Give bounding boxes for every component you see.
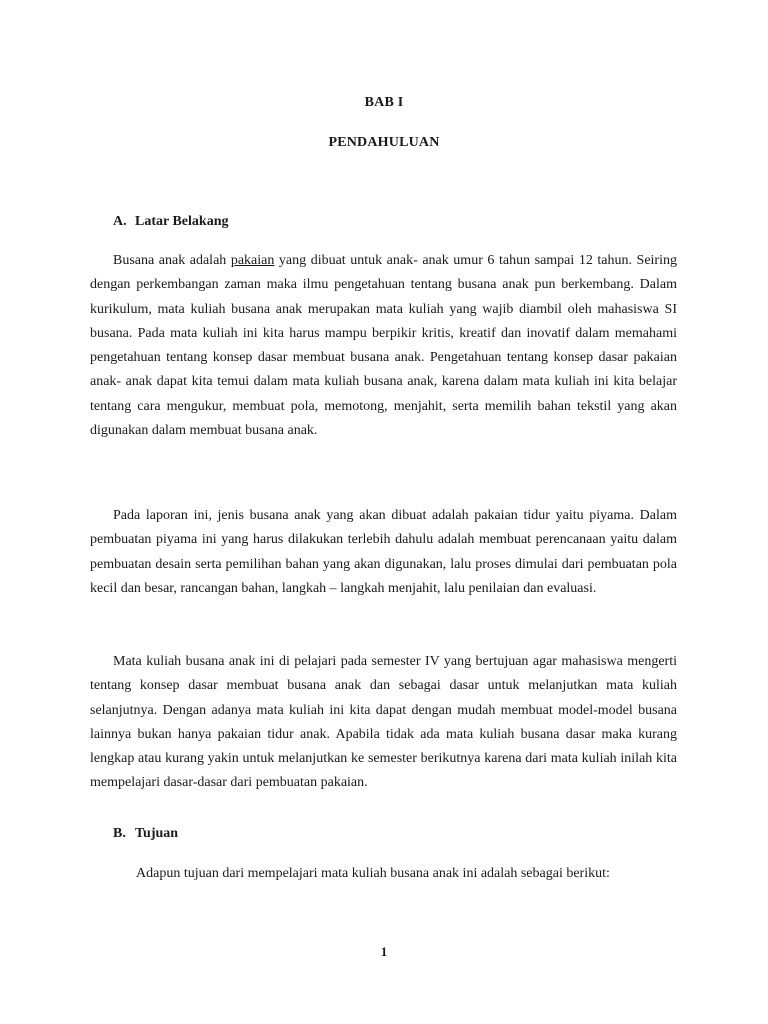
- chapter-title: PENDAHULUAN: [328, 135, 440, 150]
- section-title: Tujuan: [135, 826, 179, 841]
- paragraph-1-rest: yang dibuat untuk anak- anak umur 6 tahun sampai 12 tahun. Seiring dengan perkembangan zaman maka ilmu pengetahuan tentang busana anak pun berkembang. Dalam kurikulum, mata kuliah busana anak merupakan mata kuliah yang wajib diambil oleh mahasiswa SI busana. Pada mata kuliah ini kita harus mampu berpikir kritis, kreatif dan inovatif dalam memahami pengetahuan tentang konsep dasar membuat busana anak. Pengetahuan tentang konsep dasar pakaian anak- anak dapat kita temui dalam mata kuliah busana anak, karena dalam mata kuliah ini kita belajar tentang cara mengukur, membuat pola, memotong, menjahit, serta memilih bahan tekstil yang akan digunakan dalam membuat busana anak.: [90, 253, 677, 439]
- paragraph-3: Mata kuliah busana anak ini di pelajari pada semester IV yang bertujuan agar mahasiswa mengerti tentang konsep dasar membuat busana anak dan sebagai dasar untuk melanjutkan mata kuliah selanjutnya. Dengan adanya mata kuliah ini kita dapat dengan mudah membuat model-model busana lainnya bukan hanya pakaian tidur anak. Apabila tidak ada mata kuliah busana dasar maka kurang lengkap atau kurang yakin untuk melanjutkan ke semester berikutnya karena dari mata kuliah inilah kita mempelajari dasar-dasar dari pembuatan pakaian.: [90, 654, 677, 791]
- paragraph-1: [90, 249, 677, 443]
- paragraph-1-start: Busana anak adalah: [113, 253, 231, 268]
- section-heading-latar-belakang: [113, 214, 228, 230]
- paragraph-4: Adapun tujuan dari mempelajari mata kuliah busana anak ini adalah sebagai berikut:: [136, 866, 610, 881]
- section-title: Latar Belakang: [135, 214, 229, 229]
- section-letter: B.: [113, 826, 126, 841]
- section-letter: A.: [113, 214, 127, 229]
- hyperlink-pakaian[interactable]: pakaian: [230, 253, 275, 268]
- section-heading-tujuan: [113, 826, 178, 842]
- page-number: 1: [380, 944, 388, 959]
- chapter-number: BAB I: [364, 95, 404, 110]
- paragraph-2: Pada laporan ini, jenis busana anak yang akan dibuat adalah pakaian tidur yaitu piyama. Dalam pembuatan piyama ini yang harus dilakukan terlebih dahulu adalah membuat perencanaan yaitu dalam pembuatan desain serta pemilihan bahan yang akan digunakan, lalu proses dimulai dari pembuatan pola kecil dan besar, rancangan bahan, langkah – langkah menjahit, lalu penilaian dan evaluasi.: [90, 508, 677, 596]
